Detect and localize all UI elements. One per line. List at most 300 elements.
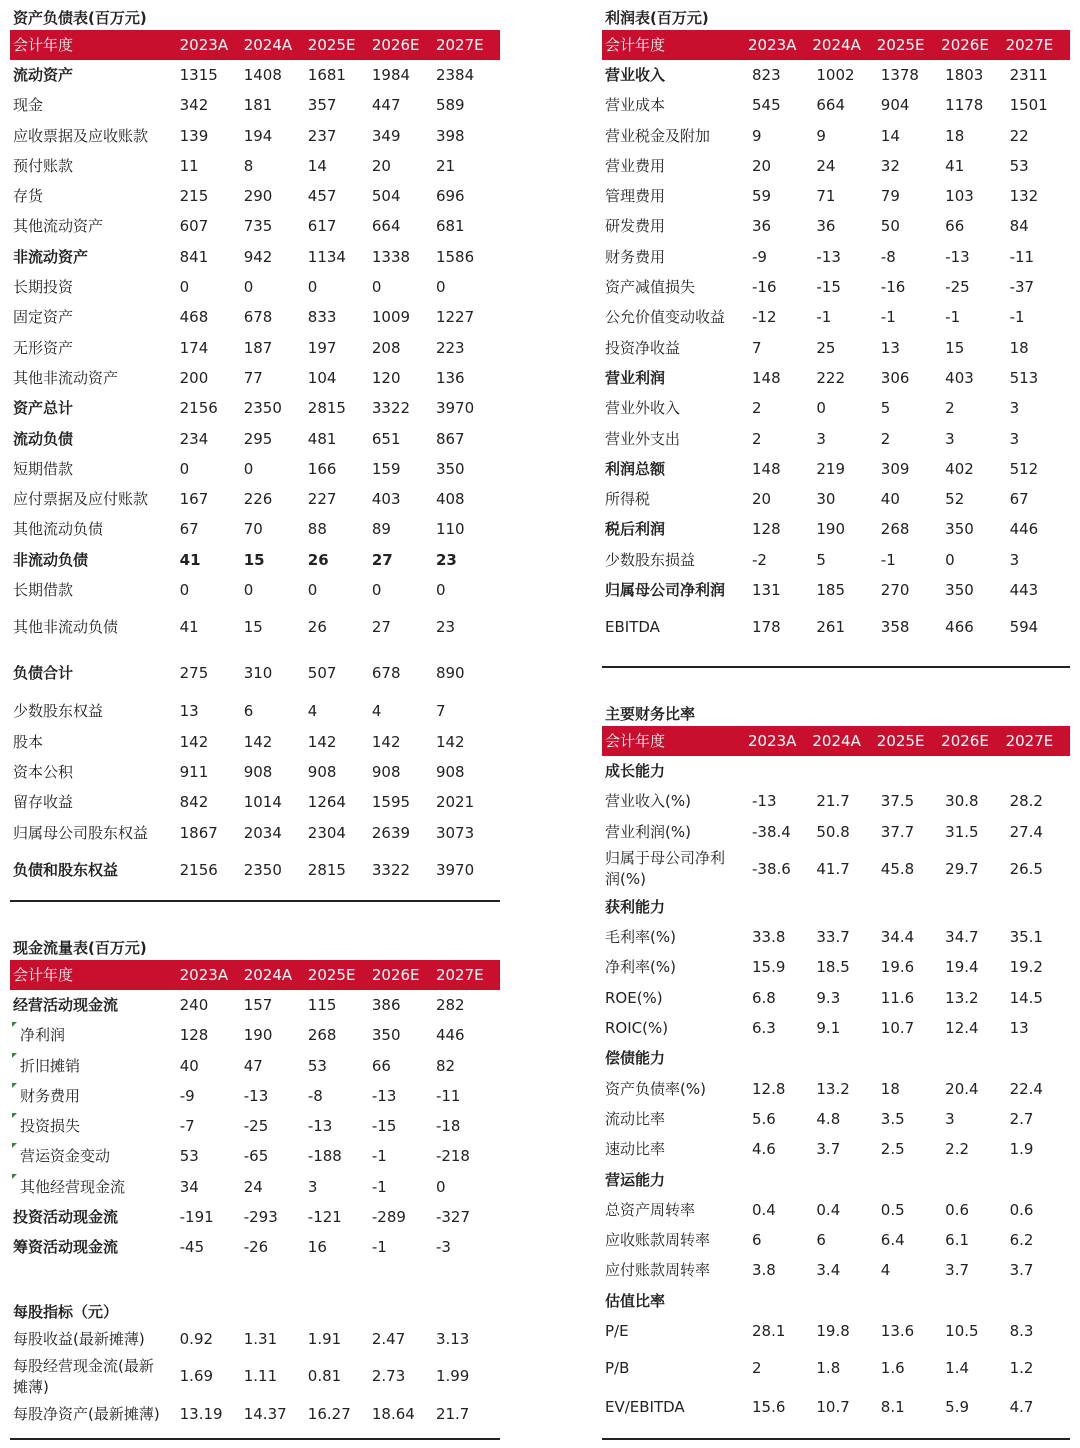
- row-label: [10, 60, 180, 90]
- row-label: [10, 211, 180, 241]
- table-row: [602, 786, 1070, 816]
- header-year: 2027E: [1005, 36, 1054, 54]
- row-label-line: 摊薄): [13, 1377, 49, 1396]
- row-value: 1338: [371, 247, 411, 266]
- row-label-text: 应付账款周转率: [605, 1261, 711, 1280]
- row-label: [10, 484, 180, 514]
- row-value: 1.11: [243, 1367, 278, 1386]
- table-row: [602, 575, 1070, 605]
- table-row: [10, 1399, 500, 1429]
- row-value: [812, 892, 876, 922]
- header-year: 2026E: [941, 732, 989, 750]
- row-value: -13: [243, 1086, 269, 1105]
- row-value: 104: [307, 368, 337, 387]
- header-year: 2024A: [243, 36, 293, 54]
- row-label: [602, 333, 748, 363]
- row-value: -9: [752, 247, 767, 266]
- row-label: [10, 727, 180, 757]
- row-value: 47: [243, 1056, 263, 1075]
- row-label: [10, 696, 180, 726]
- table-header-row: [602, 30, 1070, 60]
- row-value: 306: [880, 368, 910, 387]
- row-label: [10, 757, 180, 787]
- row-label-text: 营业税金及附加: [605, 126, 711, 145]
- row-value: 1.8: [816, 1359, 841, 1378]
- table-row: [10, 1141, 500, 1171]
- row-value: 3.4: [816, 1261, 841, 1280]
- income-statement-panel: [602, 6, 1070, 651]
- row-label: [10, 333, 180, 363]
- green-corner-marker: [12, 1083, 17, 1088]
- row-label: [602, 922, 748, 952]
- table-row: [10, 1202, 500, 1232]
- row-value: 513: [1009, 368, 1039, 387]
- table-row: [602, 333, 1070, 363]
- row-value: 1.2: [1009, 1359, 1034, 1378]
- row-value: 40: [880, 490, 900, 509]
- row-value: 403: [371, 490, 401, 509]
- row-label-text: P/B: [605, 1359, 630, 1378]
- row-value: 20.4: [945, 1079, 979, 1098]
- row-label: [10, 1356, 180, 1398]
- row-value: 13.19: [179, 1405, 223, 1424]
- table-row: [602, 424, 1070, 454]
- row-label: [10, 1399, 180, 1429]
- row-value: 607: [179, 217, 209, 236]
- table-row: [602, 545, 1070, 575]
- row-label-text: 其他非流动资产: [13, 368, 119, 387]
- table-row: [602, 181, 1070, 211]
- row-value: -1: [816, 308, 832, 327]
- row-label-text: 其他经营现金流: [20, 1177, 126, 1196]
- row-value: 11.6: [880, 988, 915, 1007]
- table-row: [602, 1195, 1070, 1225]
- balance-bottom-rule: [10, 900, 500, 902]
- row-value: 37.7: [880, 822, 915, 841]
- balance-sheet-title: 资产负债表(百万元): [13, 9, 147, 27]
- row-value: -9: [179, 1086, 195, 1105]
- row-label: [602, 786, 748, 816]
- table-row: [602, 1013, 1070, 1043]
- row-value: 457: [307, 187, 337, 206]
- row-value: 681: [435, 217, 465, 236]
- row-value: 45.8: [880, 859, 915, 878]
- row-value: 174: [179, 338, 209, 357]
- row-value: 79: [880, 187, 900, 206]
- cashflow-title: 现金流量表(百万元): [13, 939, 147, 957]
- row-value: 0: [435, 1177, 446, 1196]
- table-row: [10, 605, 500, 651]
- row-value: 28.2: [1009, 792, 1043, 811]
- row-value: 18.64: [371, 1405, 415, 1424]
- row-value: 194: [243, 126, 273, 145]
- row-label: [602, 424, 748, 454]
- row-value: 41: [945, 156, 965, 175]
- row-value: 30: [816, 490, 836, 509]
- row-value: 2311: [1009, 66, 1048, 84]
- row-value: 1.6: [880, 1359, 905, 1378]
- row-value: 507: [307, 663, 337, 682]
- row-value: 0: [179, 459, 190, 478]
- row-value: 0: [179, 581, 190, 600]
- table-row: [10, 393, 500, 423]
- table-row: [10, 211, 500, 241]
- table-row: [10, 424, 500, 454]
- row-label: [602, 60, 748, 90]
- row-label: [10, 90, 180, 120]
- row-label: [10, 1111, 180, 1141]
- row-label-text: 应付票据及应付账款: [13, 490, 149, 509]
- row-value: 3.13: [435, 1330, 470, 1348]
- row-value: 12.8: [752, 1079, 786, 1098]
- row-label-text: 总资产周转率: [605, 1200, 696, 1219]
- table-row: [10, 1051, 500, 1081]
- row-label-text: 营业收入: [605, 66, 666, 84]
- table-row: [10, 242, 500, 272]
- row-value: 29.7: [945, 859, 979, 878]
- row-label-text: 非流动负债: [13, 550, 89, 569]
- table-row: [602, 1255, 1070, 1285]
- row-label: [10, 848, 180, 894]
- row-value: 678: [371, 663, 401, 682]
- row-value: 14.37: [243, 1405, 287, 1424]
- row-value: 3: [945, 429, 955, 448]
- row-label: [10, 242, 180, 272]
- table-row: [602, 90, 1070, 120]
- row-value: 22.4: [1009, 1079, 1043, 1098]
- row-value: [941, 1043, 1005, 1073]
- pershare-bottom-rule: [10, 1438, 500, 1440]
- row-value: 2350: [243, 399, 282, 418]
- pershare-title: 每股指标（元）: [13, 1303, 119, 1321]
- row-value: 222: [816, 368, 846, 387]
- row-value: 268: [307, 1026, 337, 1045]
- row-label-line: 润(%): [605, 870, 646, 889]
- row-value: 13.6: [880, 1322, 915, 1341]
- row-value: 0: [371, 581, 382, 600]
- row-value: 19.2: [1009, 958, 1043, 977]
- row-value: 842: [179, 793, 209, 812]
- row-value: -15: [371, 1117, 397, 1136]
- row-value: -37: [1009, 278, 1035, 297]
- table-row: [10, 363, 500, 393]
- row-label-text: 折旧摊销: [20, 1056, 81, 1075]
- row-value: [748, 1165, 812, 1195]
- row-value: 911: [179, 762, 209, 781]
- row-value: 2156: [179, 860, 218, 879]
- row-value: 52: [945, 490, 965, 509]
- row-value: 142: [179, 732, 209, 751]
- row-value: 2: [752, 1359, 762, 1378]
- row-value: -15: [816, 278, 841, 297]
- header-year: 2024A: [812, 732, 861, 750]
- row-label-text: 利润总额: [605, 459, 666, 478]
- row-label: [10, 1051, 180, 1081]
- row-label: [602, 1392, 748, 1422]
- row-value: -11: [1009, 247, 1035, 266]
- row-label-text: 营业收入(%): [605, 792, 691, 811]
- row-value: 6.8: [752, 988, 776, 1007]
- row-value: 16: [307, 1238, 327, 1257]
- row-label: [602, 1013, 748, 1043]
- row-label-text: 所得税: [605, 490, 651, 509]
- green-corner-marker: [12, 1143, 17, 1148]
- row-value: 1586: [435, 247, 475, 266]
- row-value: 1.91: [307, 1330, 342, 1348]
- row-label-text: 归属母公司净利润: [605, 581, 726, 600]
- row-value: 9: [752, 126, 762, 145]
- row-label: [602, 272, 748, 302]
- row-label: [602, 242, 748, 272]
- row-value: 142: [243, 732, 273, 751]
- row-label-text: 长期借款: [13, 581, 74, 600]
- table-row: [602, 952, 1070, 982]
- table-row: [602, 272, 1070, 302]
- table-row: [10, 787, 500, 817]
- row-label-text: EBITDA: [605, 618, 660, 637]
- row-value: [877, 892, 941, 922]
- table-row: [10, 333, 500, 363]
- row-value: 275: [179, 663, 209, 682]
- row-value: 15: [243, 550, 265, 569]
- table-row: [10, 454, 500, 484]
- header-year: 2026E: [941, 36, 989, 54]
- row-label: [602, 211, 748, 241]
- row-label: [10, 1324, 180, 1354]
- balance-sheet-panel: [10, 6, 500, 893]
- table-row: [602, 151, 1070, 181]
- row-label: [10, 818, 180, 848]
- table-row: [602, 121, 1070, 151]
- row-value: 215: [179, 187, 209, 206]
- row-value: 9.3: [816, 988, 841, 1007]
- row-value: [877, 1286, 941, 1316]
- row-value: 128: [752, 520, 781, 539]
- row-value: 398: [435, 126, 465, 145]
- row-value: 0: [816, 399, 826, 418]
- row-value: [812, 1043, 876, 1073]
- row-value: 157: [243, 996, 273, 1014]
- table-row: [602, 1392, 1070, 1422]
- row-value: 1.4: [945, 1359, 970, 1378]
- row-label-text: ROE(%): [605, 988, 663, 1007]
- table-row: [10, 151, 500, 181]
- row-label: [602, 1316, 748, 1346]
- row-label: [602, 121, 748, 151]
- row-value: 14.5: [1009, 988, 1043, 1007]
- row-value: 30.8: [945, 792, 979, 811]
- table-row: [10, 484, 500, 514]
- row-label-text: 研发费用: [605, 217, 666, 236]
- row-value: [877, 756, 941, 786]
- row-label: [10, 424, 180, 454]
- row-label: [602, 302, 748, 332]
- row-value: 227: [307, 490, 337, 509]
- header-label: 会计年度: [13, 36, 74, 54]
- row-value: -7: [179, 1117, 195, 1136]
- table-row: [602, 817, 1070, 847]
- row-label-text: 少数股东损益: [605, 550, 696, 569]
- row-value: 223: [435, 338, 465, 357]
- row-label-text: 流动负债: [13, 429, 74, 448]
- table-row: [602, 1225, 1070, 1255]
- row-label-text: 获利能力: [605, 897, 666, 916]
- row-value: 14: [307, 156, 327, 175]
- row-value: 512: [1009, 459, 1039, 478]
- row-value: 20: [371, 156, 391, 175]
- row-value: 82: [435, 1056, 456, 1075]
- row-value: 310: [243, 663, 273, 682]
- table-row: [602, 363, 1070, 393]
- row-value: -121: [307, 1208, 342, 1227]
- row-value: [748, 1286, 812, 1316]
- row-value: 0.4: [752, 1200, 776, 1219]
- table-row: [10, 1172, 500, 1202]
- row-label-text: 应收账款周转率: [605, 1231, 711, 1250]
- ratios-title: 主要财务比率: [605, 705, 696, 723]
- row-value: 0: [945, 550, 955, 569]
- table-row: [10, 990, 500, 1020]
- row-label: [602, 575, 748, 605]
- row-label-text: 长期投资: [13, 278, 74, 297]
- row-value: [941, 1286, 1005, 1316]
- row-value: -18: [435, 1117, 461, 1136]
- row-value: [941, 892, 1005, 922]
- row-value: 349: [371, 126, 401, 145]
- table-row: [10, 272, 500, 302]
- row-label: [10, 1141, 180, 1171]
- row-value: 942: [243, 247, 273, 266]
- table-row: [602, 1074, 1070, 1104]
- header-year: 2026E: [371, 36, 420, 54]
- row-label-text: 成长能力: [605, 762, 666, 780]
- row-value: 53: [307, 1056, 327, 1075]
- row-value: -38.4: [752, 822, 791, 841]
- row-value: 148: [752, 459, 781, 478]
- row-value: 66: [945, 217, 965, 236]
- row-value: 2815: [307, 399, 346, 418]
- table-row: [10, 302, 500, 332]
- row-value: 24: [243, 1177, 263, 1196]
- row-value: 504: [371, 187, 401, 206]
- green-corner-marker: [12, 1174, 17, 1179]
- row-value: 0: [307, 278, 318, 297]
- row-value: 41: [179, 550, 201, 569]
- row-label-text: 净利率(%): [605, 958, 676, 977]
- row-label-text: 偿债能力: [605, 1049, 666, 1068]
- row-value: 908: [435, 762, 465, 781]
- table-row: [602, 922, 1070, 952]
- row-value: 386: [371, 996, 401, 1014]
- pershare-panel: [10, 1300, 500, 1430]
- row-label: [602, 454, 748, 484]
- row-value: 468: [179, 308, 209, 327]
- row-value: 651: [371, 429, 401, 448]
- row-value: [1006, 1286, 1070, 1316]
- row-value: 2.2: [945, 1140, 970, 1159]
- row-value: 12.4: [945, 1019, 979, 1038]
- row-label: [10, 1202, 180, 1232]
- row-value: 40: [179, 1056, 199, 1075]
- row-value: 0.6: [1009, 1200, 1034, 1219]
- row-value: 2.47: [371, 1330, 406, 1348]
- table-row: [602, 1043, 1070, 1073]
- row-label-text: 流动资产: [13, 66, 74, 84]
- row-label: [602, 892, 748, 922]
- row-value: 23: [435, 618, 456, 637]
- row-value: 53: [179, 1147, 199, 1166]
- row-value: 3: [945, 1109, 955, 1128]
- row-value: 1.69: [179, 1367, 214, 1386]
- row-value: 403: [945, 368, 974, 387]
- row-value: 6.2: [1009, 1231, 1034, 1250]
- table-row: [10, 1354, 500, 1399]
- row-value: 0.6: [945, 1200, 970, 1219]
- row-label: [10, 454, 180, 484]
- table-row: [10, 757, 500, 787]
- row-value: -13: [945, 247, 970, 266]
- row-value: 6.1: [945, 1231, 970, 1250]
- row-value: 823: [752, 66, 781, 84]
- row-label: [602, 545, 748, 575]
- row-value: 9.1: [816, 1019, 841, 1038]
- header-year: 2025E: [876, 732, 925, 750]
- row-label-text: 每股收益(最新摊薄): [13, 1330, 145, 1348]
- row-value: 15.9: [752, 958, 786, 977]
- table-row: [602, 1104, 1070, 1134]
- row-label-text: 资产负债率(%): [605, 1079, 706, 1098]
- row-value: 4: [880, 1261, 891, 1280]
- row-value: 3970: [435, 860, 475, 879]
- green-corner-marker: [12, 1113, 17, 1118]
- row-value: [1006, 892, 1070, 922]
- row-label: [602, 983, 748, 1013]
- row-value: 132: [1009, 187, 1039, 206]
- row-value: [877, 1165, 941, 1195]
- header-label: 会计年度: [605, 732, 666, 750]
- row-value: 4.7: [1009, 1397, 1034, 1416]
- row-label-text: 负债合计: [13, 663, 74, 682]
- row-value: 1867: [179, 823, 218, 842]
- row-label-text: 负债和股东权益: [13, 860, 119, 879]
- row-value: 131: [752, 581, 781, 600]
- header-year: 2024A: [243, 966, 293, 984]
- row-value: [748, 756, 812, 786]
- row-value: 21.7: [816, 792, 850, 811]
- row-label-text: 资本公积: [13, 762, 74, 781]
- row-value: [748, 1043, 812, 1073]
- row-value: 142: [371, 732, 401, 751]
- row-value: 0: [371, 278, 382, 297]
- row-value: 13: [1009, 1019, 1029, 1038]
- row-label-text: 非流动资产: [13, 247, 89, 266]
- row-value: 1002: [816, 66, 855, 84]
- row-value: 31.5: [945, 822, 979, 841]
- row-value: 25: [816, 338, 836, 357]
- row-value: 0: [435, 278, 446, 297]
- row-value: 0.81: [307, 1367, 342, 1386]
- row-value: 0.5: [880, 1200, 905, 1219]
- row-label-line: 归属于母公司净利: [605, 849, 726, 868]
- row-value: [812, 1165, 876, 1195]
- row-value: 142: [307, 732, 337, 751]
- table-row: [602, 302, 1070, 332]
- row-value: 167: [179, 490, 209, 509]
- row-label-text: 管理费用: [605, 187, 666, 206]
- row-value: [1006, 1165, 1070, 1195]
- row-value: 678: [243, 308, 273, 327]
- row-value: [941, 756, 1005, 786]
